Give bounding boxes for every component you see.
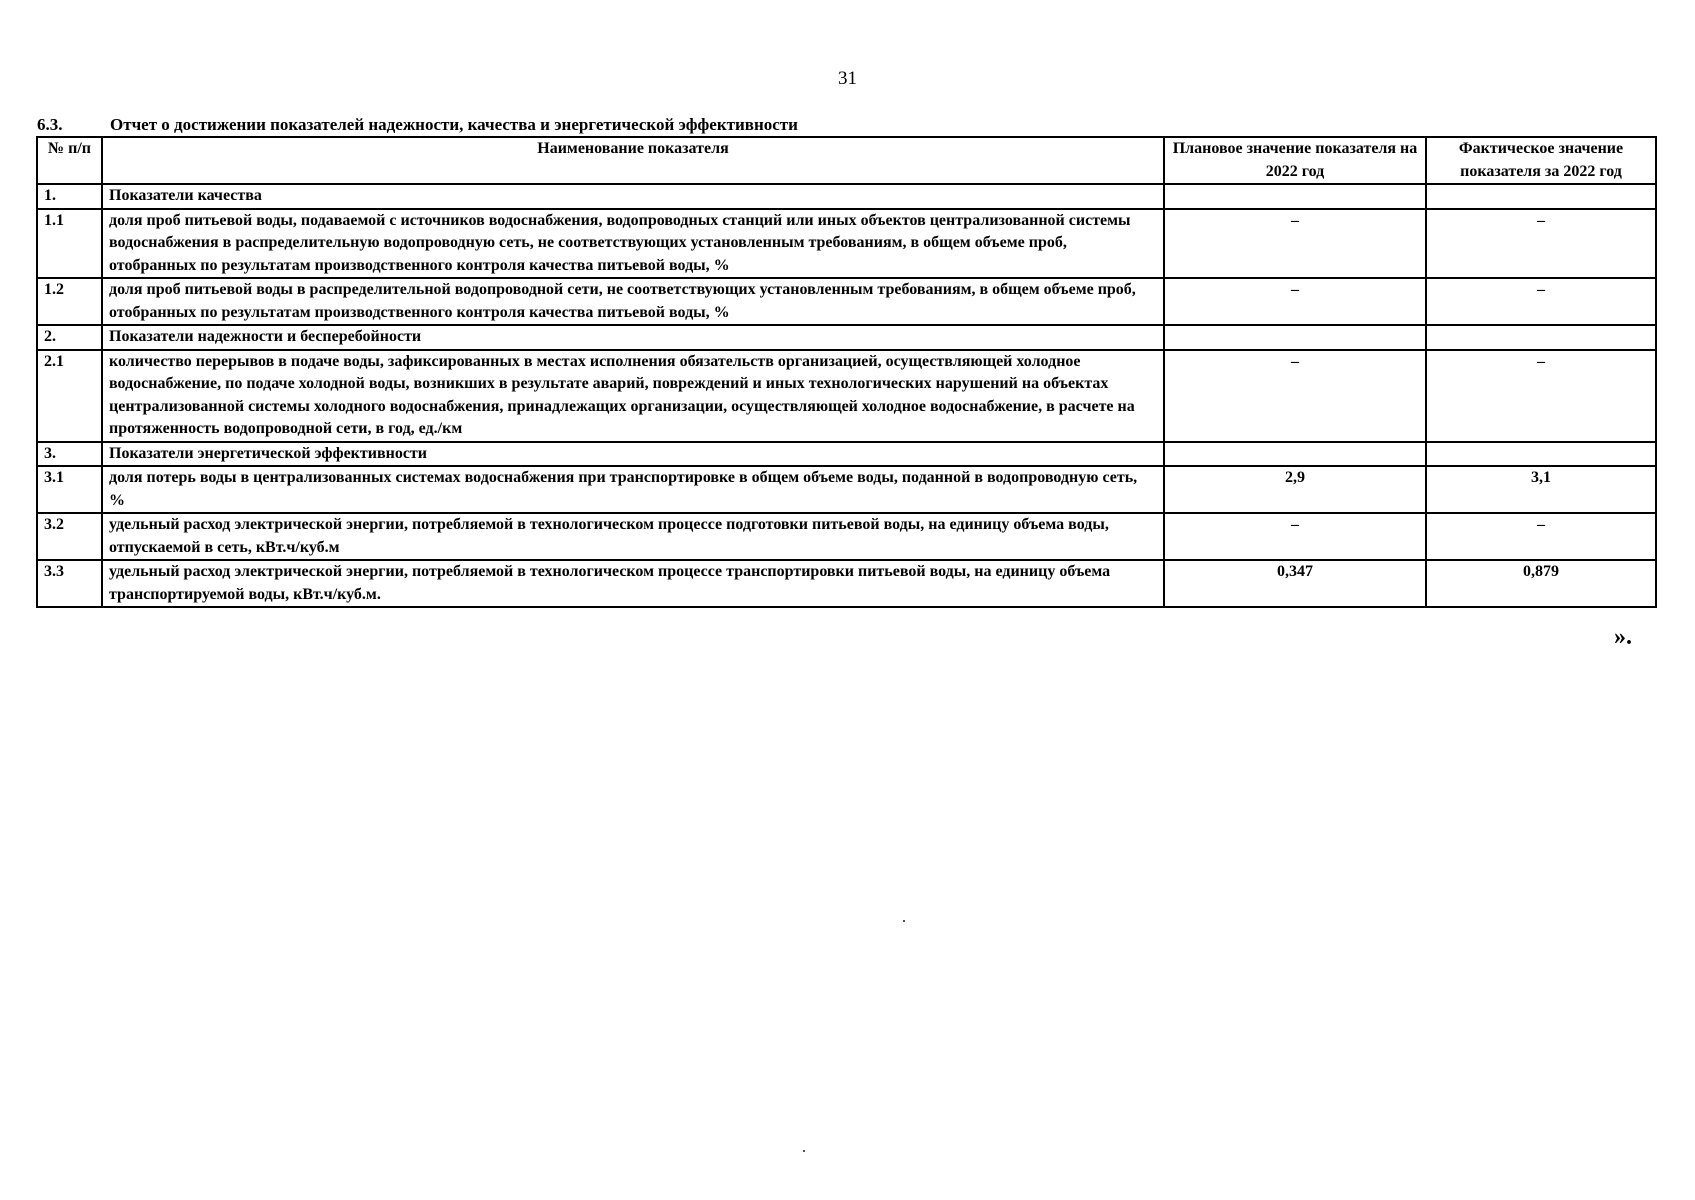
header-fact: Фактическое значение показателя за 2022 год — [1426, 137, 1656, 184]
row-name: удельный расход электрической энергии, потребляемой в технологическом процессе подготовки питьевой воды, на единицу объема воды, отпускаемой в сеть, кВт.ч/куб.м — [102, 513, 1164, 560]
table-row — [37, 513, 1656, 560]
row-num: 1. — [37, 184, 102, 209]
table-row — [37, 209, 1656, 279]
row-plan: – — [1164, 350, 1426, 442]
table-row — [37, 466, 1656, 513]
row-fact: – — [1426, 350, 1656, 442]
row-plan: 0,347 — [1164, 560, 1426, 607]
row-name: удельный расход электрической энергии, потребляемой в технологическом процессе транспортировки питьевой воды, на единицу объема транспортируемой воды, кВт.ч/куб.м. — [102, 560, 1164, 607]
row-fact — [1426, 325, 1656, 350]
table-row — [37, 278, 1656, 325]
row-num: 3.3 — [37, 560, 102, 607]
row-fact: 0,879 — [1426, 560, 1656, 607]
row-plan — [1164, 442, 1426, 467]
row-fact: 3,1 — [1426, 466, 1656, 513]
row-plan — [1164, 184, 1426, 209]
row-name: Показатели качества — [102, 184, 1164, 209]
table-row — [37, 184, 1656, 209]
row-fact: – — [1426, 209, 1656, 279]
header-plan: Плановое значение показателя на 2022 год — [1164, 137, 1426, 184]
row-fact — [1426, 442, 1656, 467]
table-row — [37, 325, 1656, 350]
scan-speck — [803, 1150, 805, 1152]
header-name: Наименование показателя — [102, 137, 1164, 184]
row-plan: 2,9 — [1164, 466, 1426, 513]
section-number: 6.3. — [37, 115, 63, 134]
row-num: 1.2 — [37, 278, 102, 325]
header-num: № п/п — [37, 137, 102, 184]
row-plan: – — [1164, 513, 1426, 560]
table-header-row — [37, 137, 1656, 184]
table-row — [37, 442, 1656, 467]
closing-quote-mark: ». — [1614, 624, 1632, 650]
row-num: 3.2 — [37, 513, 102, 560]
indicators-table — [36, 136, 1657, 608]
row-fact: – — [1426, 278, 1656, 325]
row-fact: – — [1426, 513, 1656, 560]
scan-speck — [903, 920, 905, 922]
row-num: 2.1 — [37, 350, 102, 442]
row-plan — [1164, 325, 1426, 350]
table-row — [37, 350, 1656, 442]
row-name: Показатели надежности и бесперебойности — [102, 325, 1164, 350]
row-num: 3.1 — [37, 466, 102, 513]
section-heading — [37, 115, 798, 135]
row-name: доля проб питьевой воды в распределительной водопроводной сети, не соответствующих установленным требованиям, в общем объеме проб, отобранных по результатам производственного контроля качества питьевой воды, % — [102, 278, 1164, 325]
page-number: 31 — [838, 68, 857, 89]
row-fact — [1426, 184, 1656, 209]
row-name: количество перерывов в подаче воды, зафиксированных в местах исполнения обязательств организацией, осуществляющей холодное водоснабжение, по подаче холодной воды, возникших в результате аварий, повреждений и иных технологических нарушений на объектах централизованной системы холодного водоснабжения, принадлежащих организации, осуществляющей холодное водоснабжение, в расчете на протяженность водопроводной сети, в год, ед./км — [102, 350, 1164, 442]
row-name: доля проб питьевой воды, подаваемой с источников водоснабжения, водопроводных станций или иных объектов централизованной системы водоснабжения в распределительную водопроводную сеть, не соответствующих установленным требованиям, в общем объеме проб, отобранных по результатам производственного контроля качества питьевой воды, % — [102, 209, 1164, 279]
row-name: доля потерь воды в централизованных системах водоснабжения при транспортировке в общем объеме воды, поданной в водопроводную сеть, % — [102, 466, 1164, 513]
row-plan: – — [1164, 278, 1426, 325]
row-name: Показатели энергетической эффективности — [102, 442, 1164, 467]
row-num: 2. — [37, 325, 102, 350]
row-plan: – — [1164, 209, 1426, 279]
row-num: 1.1 — [37, 209, 102, 279]
table-row — [37, 560, 1656, 607]
row-num: 3. — [37, 442, 102, 467]
section-title: Отчет о достижении показателей надежности, качества и энергетической эффективности — [110, 115, 798, 134]
